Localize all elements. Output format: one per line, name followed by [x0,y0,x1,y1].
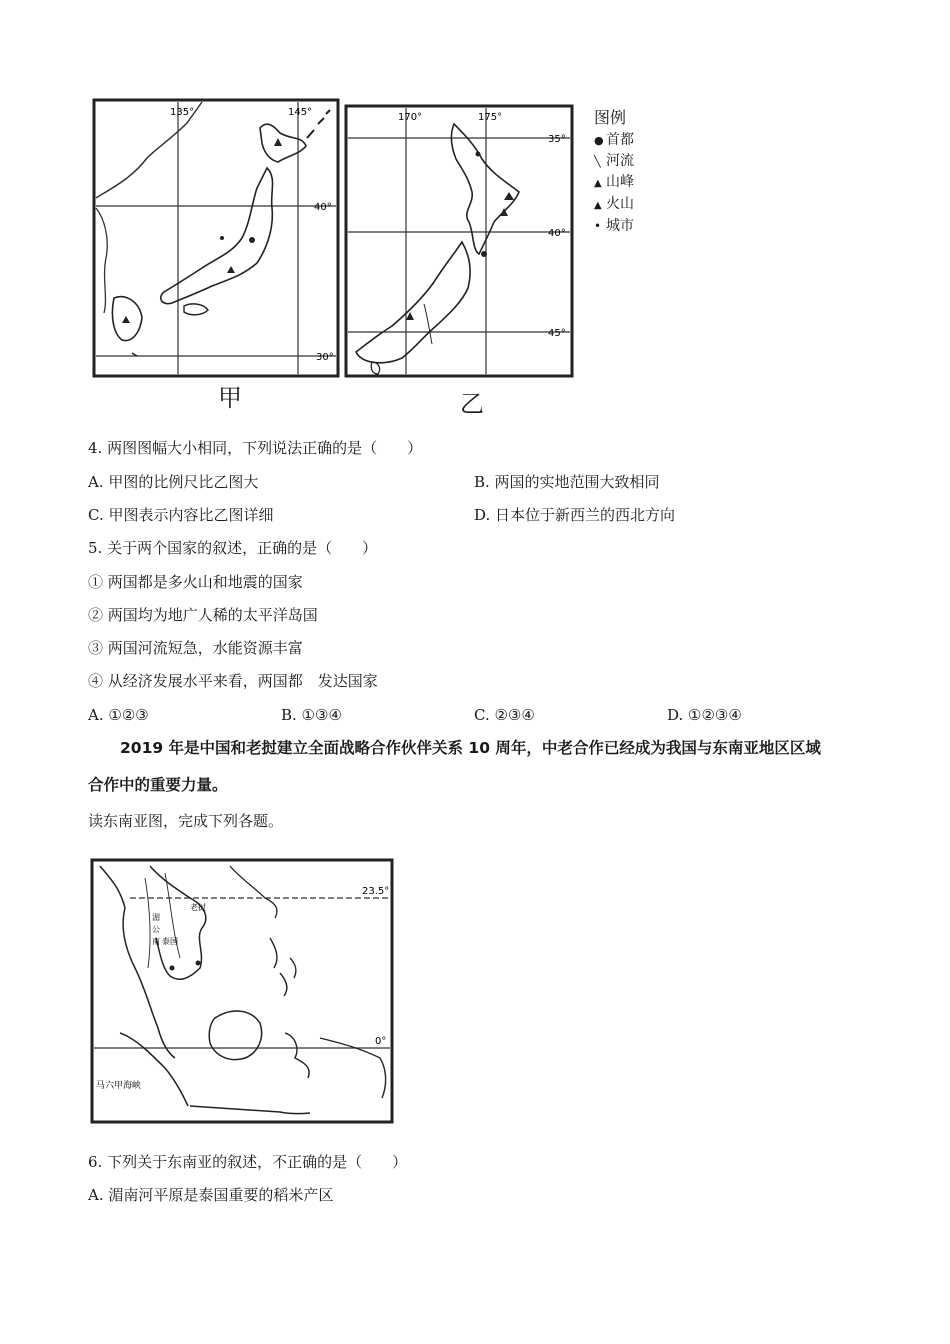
passage-line-2: 合作中的重要力量。 [88,776,228,794]
q6-option-a[interactable]: A. 湄南河平原是泰国重要的稻米产区 [88,1186,334,1204]
nz-lat-label-3: 45° [548,328,566,339]
sea-place-label-2: 公 [152,925,160,934]
city-icon: • [594,219,602,233]
q4-option-a[interactable]: A. 甲图的比例尺比乙图大 [88,473,259,491]
legend-item: ▲ 火山 [594,194,654,216]
sea-place-label-thailand: 泰国 [162,937,178,946]
legend-item: ╲ 河流 [594,151,654,172]
q4-option-c[interactable]: C. 甲图表示内容比乙图详细 [88,506,274,524]
strait-label: 马六甲海峡 [96,1081,142,1091]
q5-stem: 5. 关于两个国家的叙述，正确的是（ ） [88,539,378,557]
volcano-icon: ▲ [594,200,602,211]
legend-item: ▲ 山峰 [594,172,654,194]
nz-lat-label-1: 35° [548,134,566,145]
q4-option-d[interactable]: D. 日本位于新西兰的西北方向 [474,506,676,524]
q5-statement-2: ② 两国均为地广人稀的太平洋岛国 [88,606,318,624]
passage-instruction: 读东南亚图，完成下列各题。 [88,812,284,830]
q5-option-a[interactable]: A. ①②③ [88,706,149,724]
sea-place-label-1: 湄 [152,913,160,922]
legend-item: ● 首都 [594,130,654,151]
legend-title: 图例 [594,108,627,127]
q5-statement-1: ① 两国都是多火山和地震的国家 [88,573,303,591]
peak-icon: ▲ [594,178,602,189]
q5-option-b[interactable]: B. ①③④ [281,706,342,724]
sea-place-label-laos: 老挝 [190,903,206,912]
new-zealand-map [344,104,576,380]
q5-option-d[interactable]: D. ①②③④ [667,706,742,724]
sea-lat-label-2: 0° [375,1036,387,1047]
nz-lon-label-1: 170° [398,112,423,123]
q6-stem: 6. 下列关于东南亚的叙述，不正确的是（ ） [88,1153,408,1171]
japan-map [92,98,342,380]
japan-lon-label-2: 145° [288,107,313,118]
q5-statement-4: ④ 从经济发展水平来看，两国都 发达国家 [88,672,378,690]
q5-statement-3: ③ 两国河流短急，水能资源丰富 [88,639,303,657]
japan-lat-label-2: 30° [316,352,334,363]
nz-lat-label-2: 40° [548,228,566,239]
sea-place-label-3: 南 [152,937,160,946]
q4-stem: 4. 两图图幅大小相同，下列说法正确的是（ ） [88,439,423,457]
map-legend [594,108,654,236]
japan-lon-label-1: 135° [170,107,195,118]
passage-line-1: 2019 年是中国和老挝建立全面战略合作伙伴关系 10 周年，中老合作已经成为我国与东南亚地区区域 [120,739,821,757]
nz-lon-label-2: 175° [478,112,503,123]
q5-option-c[interactable]: C. ②③④ [474,706,535,724]
q4-option-b[interactable]: B. 两国的实地范围大致相同 [474,473,660,491]
sea-lat-label-1: 23.5° [362,886,390,897]
japan-lat-label-1: 40° [314,202,332,213]
river-icon: ╲ [594,155,601,168]
southeast-asia-map [90,858,396,1126]
new-zealand-map-caption: 乙 [460,390,484,418]
capital-icon: ● [594,134,604,147]
legend-item: • 城市 [594,218,634,234]
japan-map-caption: 甲 [218,384,242,412]
